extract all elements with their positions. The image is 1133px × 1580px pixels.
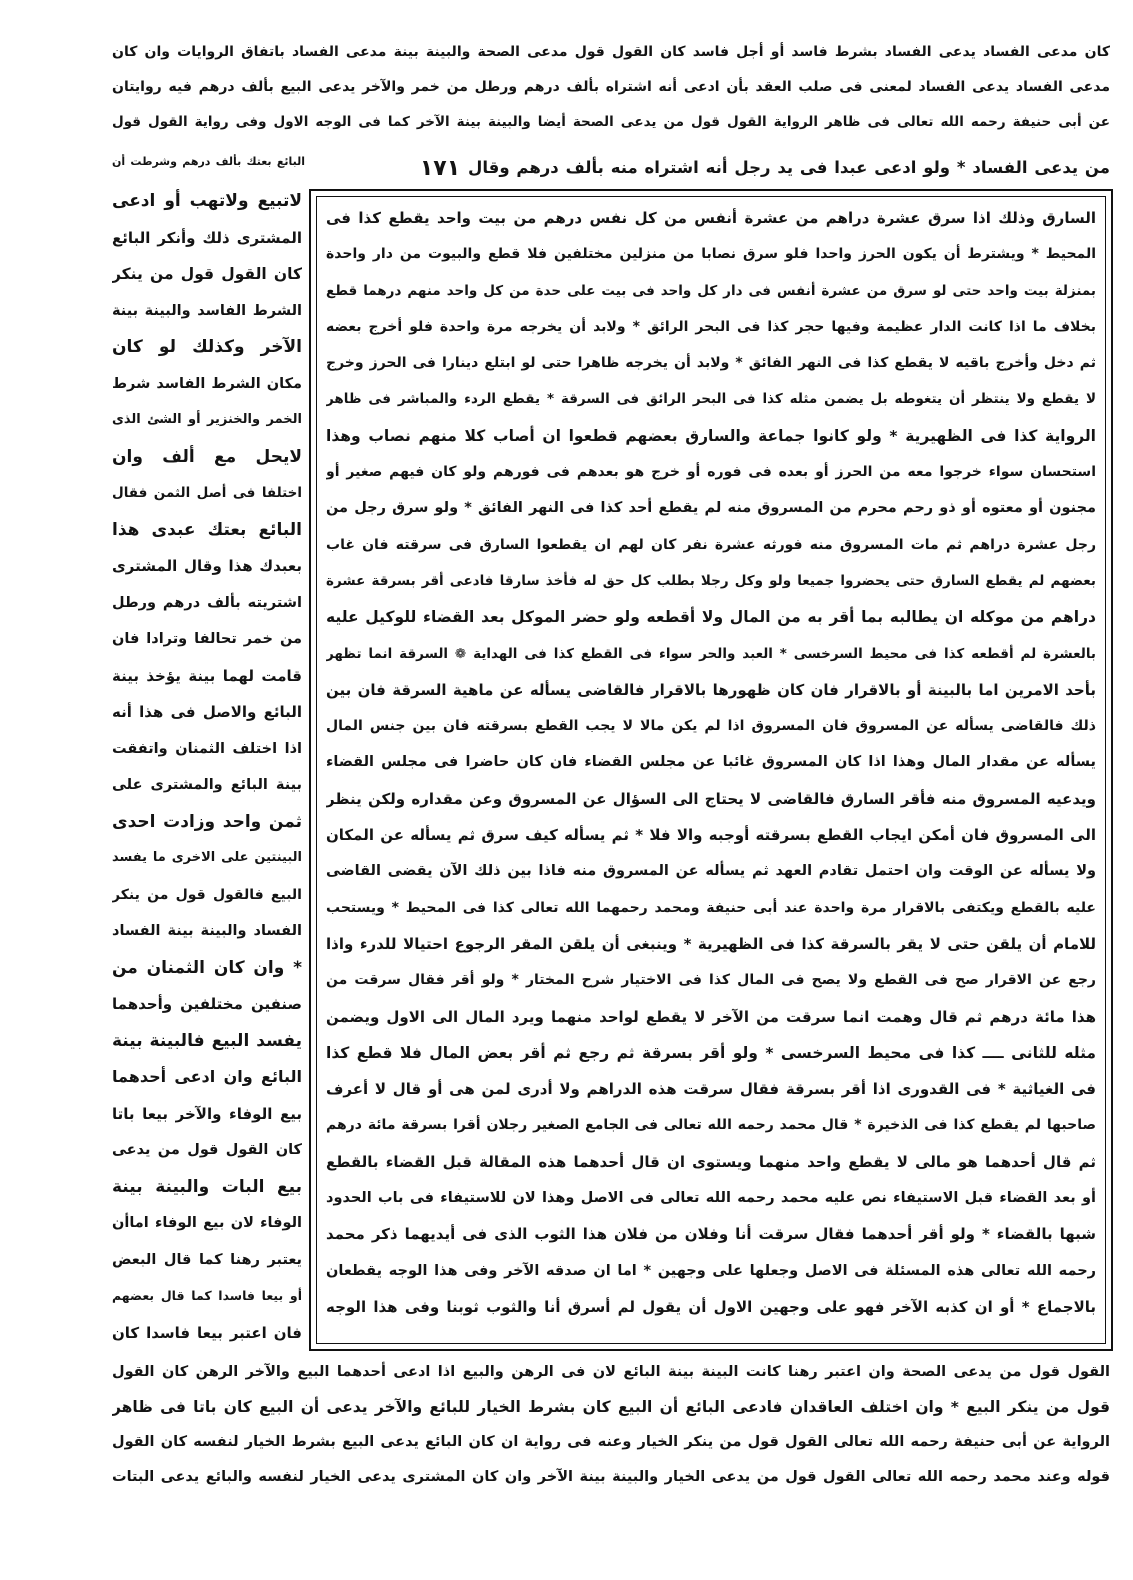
- footer-text-line: قول من ينكر البيع * وان اختلف العاقدان فادعى البائع أن البيع كان بشرط الخيار للبائع والآخر يدعى أن البيع كان باتا فى ظاهر: [112, 1398, 1110, 1416]
- main-text-line: يسأله عن مقدار المال وهذا اذا كان المسروق غائبا عن مجلس القضاء فان كان حاضرا فى مجلس القضاء: [326, 754, 1096, 771]
- main-text-line: بأحد الامرين اما بالبينة أو بالاقرار فان كان ظهورها بالاقرار فالقاضى يسأله عن ماهية السرقة فان بين: [326, 680, 1096, 699]
- main-text-line: ذلك فالقاضى يسأله عن المسروق فان المسروق اذا لم يكن مالا لا يجب القطع بسرقته فان بين جنس المال: [326, 718, 1096, 735]
- footer-text-line: القول قول من يدعى الصحة وان اعتبر رهنا كانت البينة بينة البائع لان فى الرهن والبيع اذا ادعى أحدهما البيع والآخر الرهن كان القول: [112, 1364, 1110, 1380]
- margin-note-line: بعبدك هذا وقال المشترى: [112, 557, 302, 575]
- main-text-line: الى المسروق فان أمكن ايجاب القطع بسرقته أوجبه والا فلا * ثم يسأله كيف سرق ثم يسأله عن المكان: [326, 826, 1096, 845]
- margin-note-line: يعتبر رهنا كما قال البعض: [112, 1251, 302, 1268]
- margin-note-line: البائع بعتك عبدى هذا: [112, 519, 302, 540]
- margin-note-line: قامت لهما بينة يؤخذ بينة: [112, 666, 302, 685]
- margin-note-line: لاتبيع ولاتهب أو ادعى: [112, 191, 302, 211]
- main-text-line: رجع عن الاقرار صح فى القطع ولا يصح فى المال كذا فى الاختيار شرح المختار * ولو أقر فقال سرقت من: [326, 972, 1096, 989]
- margin-note-line: * وان كان الثمنان من: [112, 957, 302, 978]
- main-text-line: هذا مائة درهم ثم قال وهمت انما سرقت من الآخر لا يقطع لواحد منهما ويرد المال الى الاول ويضمن: [326, 1007, 1096, 1026]
- main-text-line: لا يقطع ولا ينتظر أن يتغوطه بل يضمن مثله كذا فى البحر الرائق فى السرقة * يقطع الردء والمباشر فى ظاهر: [326, 391, 1096, 408]
- main-text-line: الرواية كذا فى الظهيرية * ولو كانوا جماعة والسارق بعضهم قطعوا ان أصاب كلا منهم نصاب وهذا: [326, 426, 1096, 445]
- margin-note-line: اذا اختلف الثمنان واتفقت: [112, 740, 302, 757]
- main-text-line: بمنزلة بيت واحد حتى لو سرق من عشرة أنفس فى دار كل واحد فى بيت على حدة من كل واحد منهم درهما قطع: [326, 282, 1096, 299]
- margin-note-line: لايحل مع ألف وان: [112, 446, 302, 467]
- main-text-line: المحيط * ويشترط أن يكون الحرز واحدا فلو سرق نصابا من منزلين مختلفين فلا قطع والبيوت من دار واحدة: [326, 246, 1096, 263]
- footer-text-line: الرواية عن أبى حنيفة رحمه الله تعالى القول قول من ينكر الخيار وعنه فى رواية ان كان البائع يدعى البيع بشرط الخيار لنفسه كان القول: [112, 1434, 1110, 1450]
- header-last-line: [112, 150, 1110, 186]
- margin-note-line: كان القول قول من ينكر: [112, 265, 302, 283]
- header-text-line: كان مدعى الفساد يدعى الفساد بشرط فاسد أو أجل فاسد كان القول قول مدعى الصحة والبينة بينة مدعى الفساد باتفاق الروايات وان كان: [112, 44, 1110, 60]
- main-text-line: ويدعيه المسروق منه فأقر السارق فالقاضى لا يحتاج الى السؤال عن المسروق وعن مقداره ولكن ينظر: [326, 789, 1096, 808]
- margin-note-line: المشترى ذلك وأنكر البائع: [112, 228, 302, 247]
- margin-note-line: الفساد والبينة بينة الفساد: [112, 923, 302, 939]
- main-text-line: شبها بالقضاء * ولو أقر أحدهما فقال سرقت أنا وفلان من فلان هذا الثوب الذى فى أيديهما ذكر محمد: [326, 1225, 1096, 1244]
- margin-note-line: البائع وان ادعى أحدهما: [112, 1067, 302, 1086]
- margin-note-line: الخمر والخنزير أو الشئ الذى: [112, 412, 302, 427]
- margin-note-line: البيع فالقول قول من ينكر: [112, 886, 302, 903]
- main-text-line: رحمه الله تعالى هذه المسئلة فى الاصل وجعلها على وجهين * اما ان صدقه الآخر وفى هذا الوجه يقطعان: [326, 1262, 1096, 1279]
- footer-text-line: قوله وعند محمد رحمه الله تعالى القول قول من يدعى الخيار والبينة بينة الآخر وان كان المشترى يدعى الخيار لنفسه والبائع يدعى البتات: [112, 1469, 1110, 1485]
- main-text-line: بخلاف ما اذا كانت الدار عظيمة وفيها حجر كذا فى البحر الرائق * ولابد أن يخرجه مرة واحدة فلو أخرج بعضه: [326, 318, 1096, 335]
- main-text-line: أو بعد القضاء قبل الاستيفاء نص عليه محمد رحمه الله تعالى فى الاصل وهذا لان للاستيفاء فى باب الحدود: [326, 1190, 1096, 1207]
- main-text-box: [326, 200, 1096, 1325]
- main-text-line: ثم قال أحدهما هو مالى لا يقطع واحد منهما ويستوى ان قال أحدهما هذه المقالة قبل القضاء بالقطع: [326, 1152, 1096, 1171]
- main-text-line: رجل عشرة دراهم ثم مات المسروق منه فورثه عشرة نفر كان لهم ان يقطعوا السارق فى سرقته فان غاب: [326, 536, 1096, 553]
- margin-note-line: اختلفا فى أصل الثمن فقال: [112, 485, 302, 501]
- header-text-line: مدعى الفساد يدعى الفساد لمعنى فى صلب العقد بأن ادعى أنه اشتراه بألف درهم ورطل من خمر والآخر يدعى البيع بألف درهم فيه روايتان: [112, 79, 1110, 95]
- margin-column: [112, 183, 302, 1351]
- main-text-line: صاحبها لم يقطع كذا فى الذخيرة * قال محمد رحمه الله تعالى فى الجامع الصغير رجلان أقرا بسرقة مائة درهم: [326, 1117, 1096, 1134]
- margin-note-line: أو بيعا فاسدا كما قال بعضهم: [112, 1288, 302, 1303]
- margin-note-line: اشتريته بألف درهم ورطل: [112, 594, 302, 611]
- main-text-line: ثم دخل وأخرج باقيه لا يقطع كذا فى النهر الفائق * ولابد أن يخرجه ظاهرا حتى لو ابتلع دينارا فى الحرز وخرج: [326, 355, 1096, 372]
- main-text-line: مجنون أو معتوه أو ذو رحم محرم من المسروق منه لم يقطع أحد كذا فى النهر الفائق * ولو سرق رجل من: [326, 500, 1096, 517]
- main-text-line: فى الغياثية * فى القدورى اذا أقر بسرقة فقال سرقت هذه الدراهم ولا أدرى لمن هى أو قال لا أعرف: [326, 1080, 1096, 1099]
- main-text-line: بالاجماع * أو ان كذبه الآخر فهو على وجهين الاول أن يقول لم أسرق أنا والثوب ثوبنا وفى هذا الوجه: [326, 1297, 1096, 1316]
- header-text-segment-left: البائع بعتك بألف درهم وشرطت أن: [112, 155, 305, 168]
- margin-note-line: صنفين مختلفين وأحدهما: [112, 995, 302, 1013]
- margin-note-line: الآخر وكذلك لو كان: [112, 337, 302, 357]
- main-text-line: للامام أن يلقن حتى لا يقر بالسرقة كذا فى الظهيرية * وينبغى أن يلقن المقر الرجوع احتيالا للدرء واذا: [326, 934, 1096, 953]
- header-text-segment-right: من يدعى الفساد * ولو ادعى عبدا فى يد رجل أنه اشتراه منه بألف درهم وقال: [468, 158, 1110, 177]
- margin-note-line: البينتين على الاخرى ما يفسد: [112, 850, 302, 865]
- margin-note-line: البائع والاصل فى هذا أنه: [112, 703, 302, 721]
- margin-note-line: يفسد البيع فالبينة بينة: [112, 1030, 302, 1051]
- main-text-line: عليه بالقطع ويكتفى بالاقرار مرة واحدة عند أبى حنيفة ومحمد رحمهما الله تعالى كذا فى المحيط * ويستحب: [326, 899, 1096, 916]
- margin-note-line: فان اعتبر بيعا فاسدا كان: [112, 1323, 302, 1342]
- margin-note-line: ثمن واحد وزادت احدى: [112, 811, 302, 832]
- page-number: ١٧١: [419, 156, 461, 181]
- margin-note-line: من خمر تحالفا وترادا فان: [112, 631, 302, 647]
- main-text-line: مثله للثانى ــــ كذا فى محيط السرخسى * ولو أقر بسرقة ثم رجع ثم أقر بعض المال فلا قطع كذا: [326, 1043, 1096, 1062]
- main-text-line: استحسان سواء خرجوا معه من الحرز أو بعده فى فوره أو خرج هو بعدهم فى فورهم ولو كان فيهم صغير أو: [326, 464, 1096, 481]
- main-text-line: السارق وذلك اذا سرق عشرة دراهم من عشرة أنفس من كل نفس درهم من بيت واحد يقطع كذا فى: [326, 209, 1096, 227]
- footer-block: [112, 1355, 1110, 1495]
- main-text-line: بالعشرة لم أقطعه كذا فى محيط السرخسى * العبد والحر سواء فى القطع كذا فى الهداية ❁ السرقة انما تظهر: [326, 645, 1096, 662]
- main-text-line: بعضهم لم يقطع السارق حتى يحضروا جميعا ولو وكل رجلا بطلب كل حق له فأخذ سارقا فادعى أقر بسرقة عشرة: [326, 572, 1096, 589]
- header-text-line: عن أبى حنيفة رحمه الله تعالى فى ظاهر الرواية القول قول من يدعى الصحة أيضا والبينة بينة الآخر كما فى الوجه الاول وفى رواية القول قول: [112, 114, 1110, 130]
- margin-note-line: بيع الوفاء والآخر بيعا باتا: [112, 1104, 302, 1123]
- main-text-line: دراهم من موكله ان يطالبه بما أقر به من المال ولا أقطعه ولو حضر الموكل بعد القضاء للوكيل عليه: [326, 608, 1096, 627]
- margin-note-line: الشرط الفاسد والبينة بينة: [112, 302, 302, 319]
- margin-note-line: بينة البائع والمشترى على: [112, 777, 302, 793]
- main-text-line: ولا يسأله عن الوقت وان احتمل تقادم العهد ثم يسأله عن المسروق منه فاذا بين ذلك الآن يقضى القاضى: [326, 863, 1096, 880]
- margin-note-line: الوفاء لان بيع الوفاء اماأن: [112, 1215, 302, 1231]
- margin-note-line: كان القول قول من يدعى: [112, 1142, 302, 1158]
- header-block: [112, 35, 1110, 140]
- margin-note-line: بيع البات والبينة بينة: [112, 1176, 302, 1197]
- margin-note-line: مكان الشرط الفاسد شرط: [112, 375, 302, 392]
